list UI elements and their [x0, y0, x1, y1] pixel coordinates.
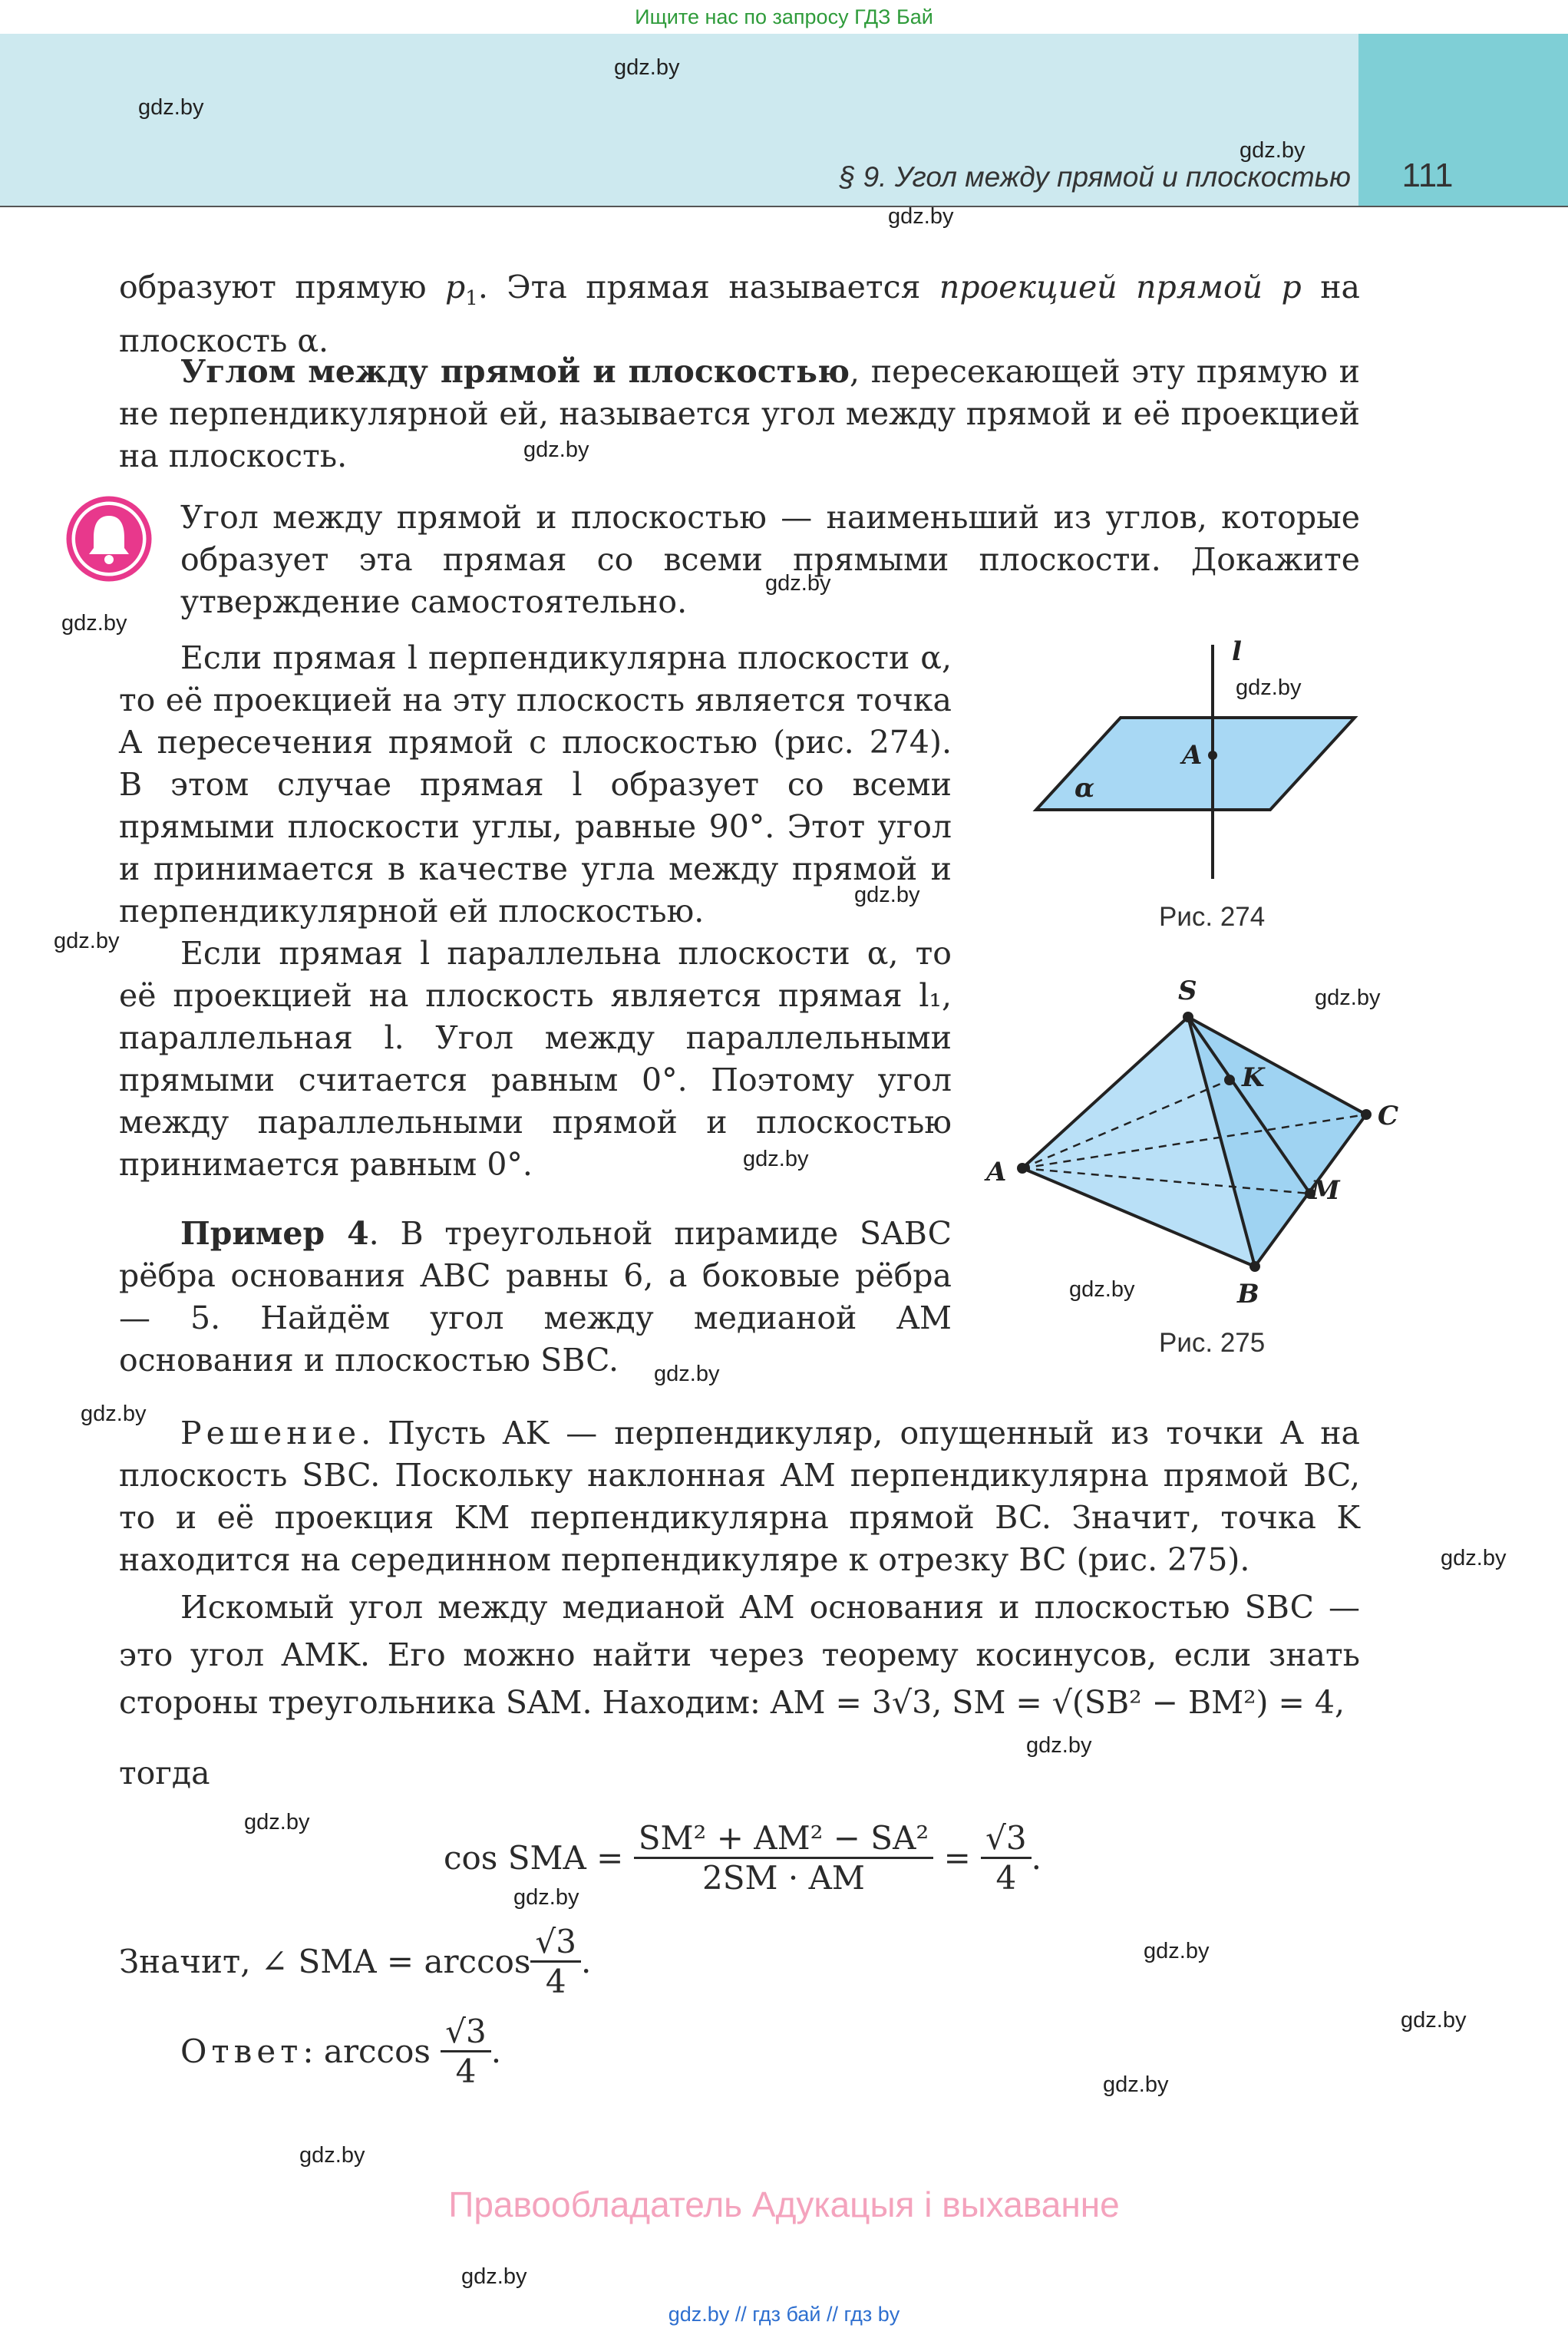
- caption-274: Рис. 274: [1159, 902, 1266, 932]
- watermark: gdz.by: [138, 95, 204, 120]
- watermark: gdz.by: [1441, 1546, 1507, 1570]
- paragraph-parallel: Если прямая l параллельна плоскости α, то её проекцией на плоскость является прямая l₁, параллельная l. Угол между параллельными прямыми считается равным 0°. Поэтому угол между параллельными прямой и плоскостью принимается равным 0°.: [119, 935, 952, 1183]
- point-b: [1249, 1261, 1260, 1272]
- answer-formula: Ответ: arccos $\frac{√3}{4}$ .: [180, 2013, 502, 2090]
- point-k: [1224, 1075, 1235, 1085]
- watermark: gdz.by: [1315, 986, 1381, 1010]
- copyright-notice: Правообладатель Адукацыя і выхаванне: [448, 2184, 1120, 2224]
- watermark: gdz.by: [461, 2264, 527, 2289]
- figure-274: [1028, 637, 1366, 898]
- top-banner: Ищите нас по запросу ГДЗ Бай: [635, 5, 933, 28]
- watermark: gdz.by: [54, 929, 120, 953]
- watermark: gdz.by: [854, 883, 920, 907]
- paragraph-projection: образуют прямую $p_1$. Эта прямая называется проекцией прямой p на плоскость α.: [119, 269, 1360, 360]
- watermark: gdz.by: [1236, 675, 1302, 700]
- watermark: gdz.by: [61, 611, 127, 636]
- cos-formula: cos SMA = $\frac{\text{SM² + AM² − SA²}}{2SM \cdot AM}$ = $\frac{√3}{4}$ .: [444, 1819, 1042, 1897]
- point-a: [1208, 751, 1217, 760]
- example-paragraph: Пример 4. В треугольной пирамиде SABC рёбра основания ABC равны 6, а боковые рёбра — 5. Найдём угол между медианой AM основания и плоскостью SBC.: [119, 1215, 952, 1379]
- label-s: S: [1178, 976, 1197, 1006]
- paragraph-perpendicular: Если прямая l перпендикулярна плоскости α, то её проекцией на эту плоскость является точка A пересечения прямой с плоскостью (рис. 274). В этом случае прямая l образует со всеми прямыми плоскости углы, равные 90°. Этот угол и принимается в качестве угла между прямой и перпендикулярной ей плоскостью.: [119, 639, 952, 930]
- caption-275: Рис. 275: [1159, 1328, 1266, 1358]
- point-a: [1017, 1163, 1028, 1174]
- label-l: l: [1232, 637, 1242, 667]
- watermark: gdz.by: [1026, 1733, 1092, 1758]
- solution-paragraph: Решение. Пусть AK — перпендикуляр, опущенный из точки A на плоскость SBC. Поскольку наклонная AM перпендикулярна прямой BC, то и её проекция KM перпендикулярна прямой BC. Значит, точка K находится на серединном перпендикуляре к отрезку BC (рис. 275).: [119, 1415, 1360, 1578]
- watermark: gdz.by: [1144, 1939, 1210, 1963]
- figure-275: [975, 967, 1420, 1320]
- label-a: A: [986, 1157, 1007, 1187]
- watermark: gdz.by: [81, 1402, 147, 1426]
- watermark: gdz.by: [614, 55, 680, 80]
- bell-icon: [63, 493, 155, 585]
- point-s: [1183, 1012, 1193, 1022]
- watermark: gdz.by: [765, 571, 831, 596]
- paragraph-definition: Углом между прямой и плоскостью, пересекающей эту прямую и не перпендикулярной ей, называется угол между прямой и её проекцией на плоскость.: [119, 353, 1360, 474]
- watermark: gdz.by: [1401, 2008, 1467, 2033]
- watermark: gdz.by: [743, 1147, 809, 1171]
- angle-formula: Значит, ∠ SMA = arccos $\frac{√3}{4}$ .: [119, 1923, 592, 2000]
- page-number: 111: [1401, 157, 1454, 194]
- label-a: A: [1182, 740, 1203, 771]
- watermark: gdz.by: [523, 438, 589, 462]
- section-title: § 9. Угол между прямой и плоскостью: [839, 161, 1351, 193]
- label-alpha: α: [1074, 773, 1095, 804]
- watermark: gdz.by: [1103, 2072, 1169, 2097]
- text-then: тогда: [119, 1755, 210, 1791]
- watermark: gdz.by: [299, 2143, 365, 2168]
- watermark: gdz.by: [513, 1885, 579, 1910]
- note-paragraph: Угол между прямой и плоскостью — наименьший из углов, которые образует эта прямая со всеми прямыми плоскости. Докажите утверждение самостоятельно.: [180, 499, 1360, 620]
- label-b: B: [1237, 1279, 1259, 1309]
- watermark: gdz.by: [244, 1810, 310, 1834]
- search-paragraph: Искомый угол между медианой AM основания и плоскостью SBC — это угол AMK. Его можно найти через теорему косинусов, если знать стороны треугольника SAM. Находим: AM = 3√3, SM = √(SB² − BM²) = 4,: [119, 1589, 1360, 1721]
- label-k: K: [1242, 1062, 1265, 1093]
- watermark: gdz.by: [1240, 138, 1306, 163]
- watermark: gdz.by: [1069, 1277, 1135, 1302]
- label-c: C: [1378, 1101, 1399, 1131]
- header-divider: [0, 206, 1568, 207]
- footer-links[interactable]: gdz.by // гдз бай // гдз by: [668, 2303, 900, 2326]
- point-c: [1361, 1109, 1372, 1120]
- watermark: gdz.by: [654, 1362, 720, 1386]
- label-m: M: [1311, 1175, 1340, 1206]
- watermark: gdz.by: [888, 204, 954, 229]
